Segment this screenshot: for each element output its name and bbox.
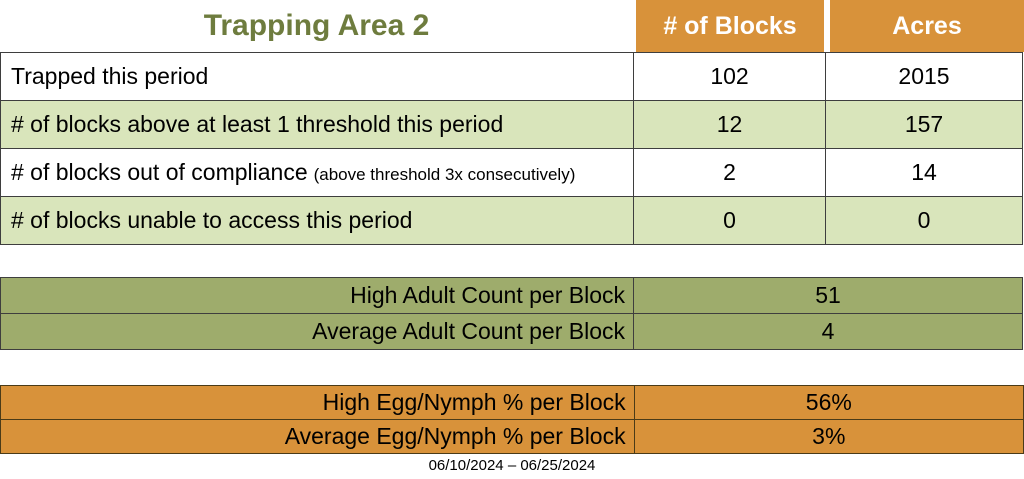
acres-value: 14 <box>826 149 1023 197</box>
row-label-text: # of blocks above at least 1 threshold this period <box>11 111 504 137</box>
egg-average-value: 3% <box>634 420 1023 454</box>
adult-high-label: High Adult Count per Block <box>1 278 634 314</box>
row-label <box>1 149 634 197</box>
acres-value: 157 <box>826 101 1023 149</box>
table-row <box>1 386 1024 420</box>
row-label <box>1 53 634 101</box>
row-label <box>1 197 634 245</box>
row-label-text: Trapped this period <box>11 63 209 89</box>
adult-high-value: 51 <box>634 278 1023 314</box>
adult-average-label: Average Adult Count per Block <box>1 314 634 350</box>
blocks-value: 0 <box>634 197 826 245</box>
blocks-value: 2 <box>634 149 826 197</box>
table-row <box>1 278 1023 314</box>
row-label-note: (above threshold 3x consecutively) <box>313 165 576 184</box>
table-row <box>1 53 1023 101</box>
adult-average-value: 4 <box>634 314 1023 350</box>
column-header-acres: Acres <box>830 0 1024 52</box>
blocks-value: 102 <box>634 53 826 101</box>
acres-value: 2015 <box>826 53 1023 101</box>
blocks-value: 12 <box>634 101 826 149</box>
acres-value: 0 <box>826 197 1023 245</box>
date-range: 06/10/2024 – 06/25/2024 <box>428 457 596 474</box>
table-row <box>1 149 1023 197</box>
egg-average-label: Average Egg/Nymph % per Block <box>1 420 635 454</box>
row-label-text: # of blocks out of compliance <box>11 159 308 185</box>
table-row <box>1 420 1024 454</box>
adult-count-table <box>0 277 1023 350</box>
page-title: Trapping Area 2 <box>203 9 430 42</box>
row-label-text: # of blocks unable to access this period <box>11 207 413 233</box>
egg-high-label: High Egg/Nymph % per Block <box>1 386 635 420</box>
row-label <box>1 101 634 149</box>
summary-table <box>0 52 1023 245</box>
egg-nymph-table <box>0 385 1024 454</box>
egg-high-value: 56% <box>634 386 1023 420</box>
table-row <box>1 197 1023 245</box>
table-row <box>1 314 1023 350</box>
table-row <box>1 101 1023 149</box>
column-header-blocks: # of Blocks <box>636 0 824 52</box>
